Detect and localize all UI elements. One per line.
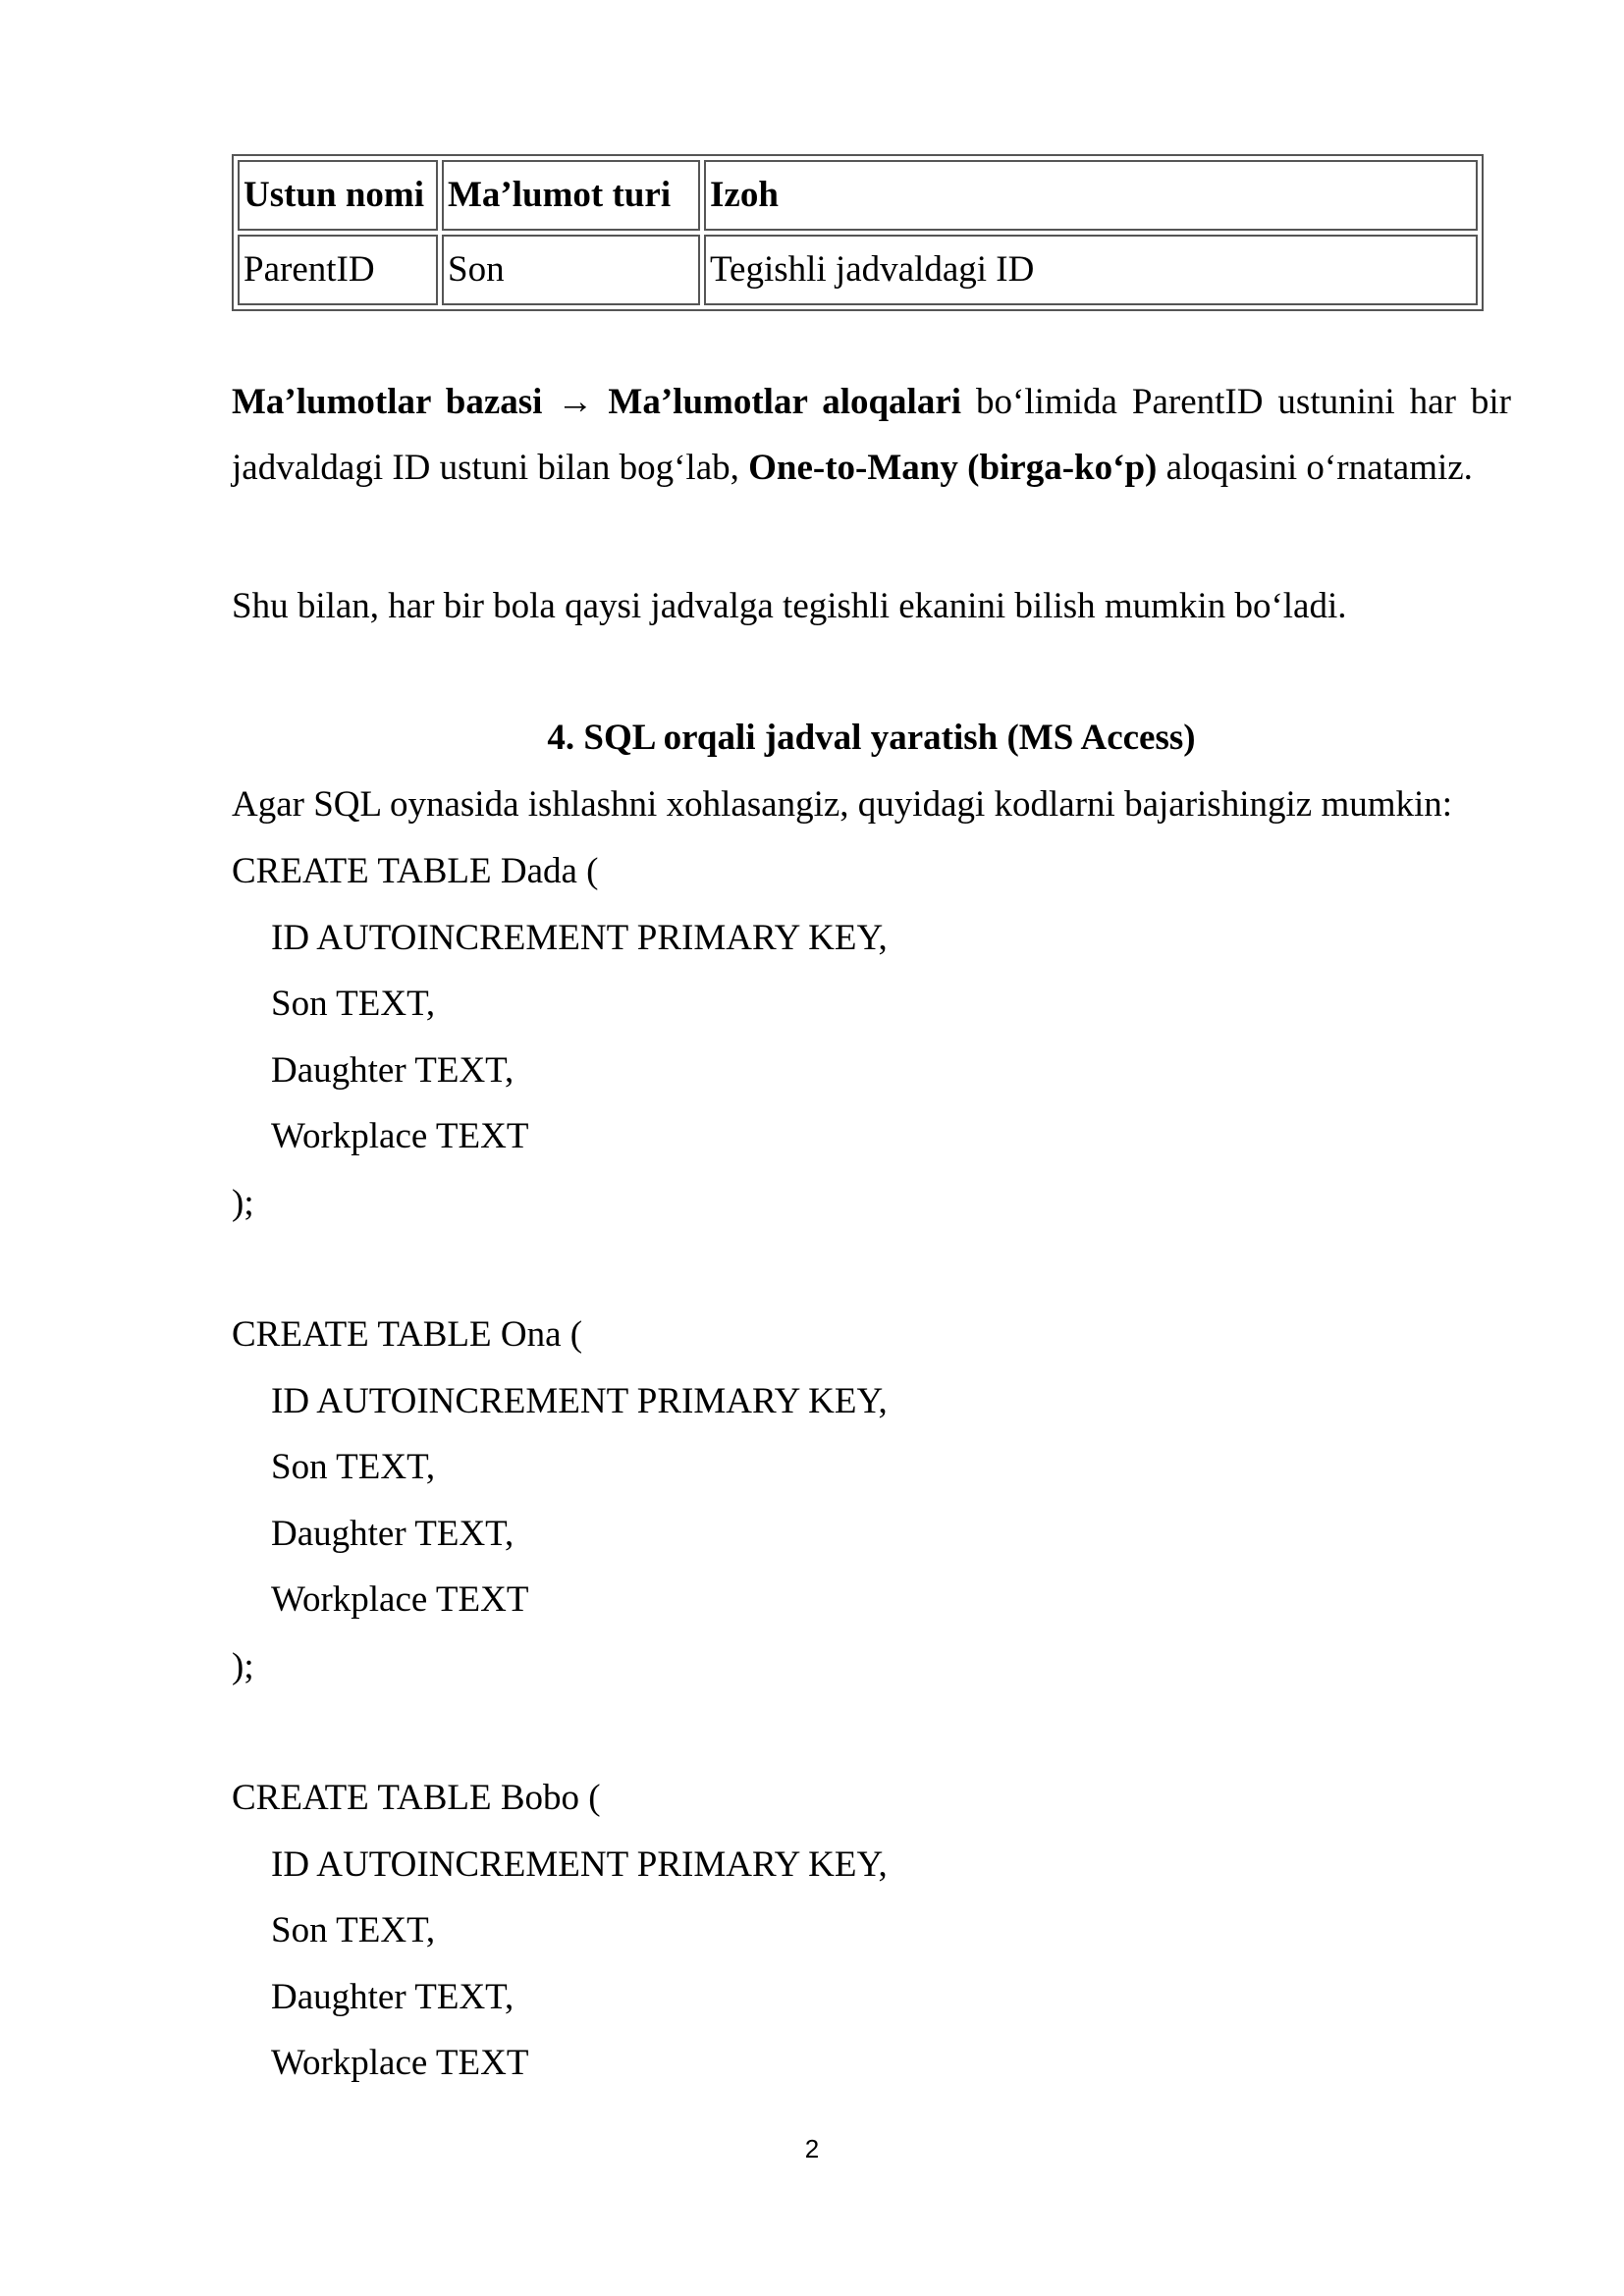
code-line: Workplace TEXT [271, 2043, 529, 2083]
table-header-cell: Ustun nomi [238, 160, 438, 231]
table-header-cell: Izoh [704, 160, 1478, 231]
table-cell: Tegishli jadvaldagi ID [704, 235, 1478, 305]
code-line: Workplace TEXT [271, 1579, 529, 1620]
code-line: ); [232, 1182, 254, 1223]
page-number: 2 [804, 2134, 820, 2163]
code-line: Workplace TEXT [271, 1116, 529, 1156]
bold-text: One-to-Many (birga-ko‘p) [748, 448, 1158, 488]
paragraph-text: bo‘limida ParentID ustunini har bir jadvaldagi ID ustuni bilan bog‘lab, [232, 382, 1511, 488]
intro-paragraph: Agar SQL oynasida ishlashni xohlasangiz, quyidagi kodlarni bajarishingiz mumkin: [232, 784, 1453, 825]
code-line: ID AUTOINCREMENT PRIMARY KEY, [271, 1843, 888, 1885]
code-line: Son TEXT, [271, 984, 436, 1024]
table-cell: ParentID [238, 235, 438, 305]
section-heading: 4. SQL orqali jadval yaratish (MS Access) [547, 718, 1196, 758]
code-line: ); [232, 1645, 254, 1686]
paragraph-text: aloqasini o‘rnatamiz. [1157, 448, 1473, 488]
code-line: ID AUTOINCREMENT PRIMARY KEY, [271, 1380, 888, 1421]
code-line: Daughter TEXT, [271, 1049, 514, 1091]
code-line: CREATE TABLE Dada ( [232, 851, 599, 891]
code-line: Daughter TEXT, [271, 1976, 514, 2017]
sql-code-block-ona [232, 1302, 1511, 1699]
code-line: Son TEXT, [271, 1910, 436, 1950]
code-line: ID AUTOINCREMENT PRIMARY KEY, [271, 917, 888, 958]
table-row [238, 235, 1478, 305]
table-cell: Son [442, 235, 700, 305]
code-line: CREATE TABLE Ona ( [232, 1314, 583, 1355]
table-header-row [238, 160, 1478, 231]
sql-code-block-dada [232, 838, 1511, 1236]
relationship-paragraph [232, 369, 1511, 501]
column-definition-table [232, 154, 1484, 311]
code-line: Son TEXT, [271, 1447, 436, 1487]
code-line: Daughter TEXT, [271, 1513, 514, 1554]
table-header-cell: Ma’lumot turi [442, 160, 700, 231]
bold-text: Ma’lumotlar bazasi → Ma’lumotlar aloqalari [232, 382, 962, 422]
sql-code-block-bobo [232, 1765, 1511, 2097]
summary-paragraph: Shu bilan, har bir bola qaysi jadvalga tegishli ekanini bilish mumkin bo‘ladi. [232, 586, 1347, 626]
code-line: CREATE TABLE Bobo ( [232, 1778, 601, 1818]
